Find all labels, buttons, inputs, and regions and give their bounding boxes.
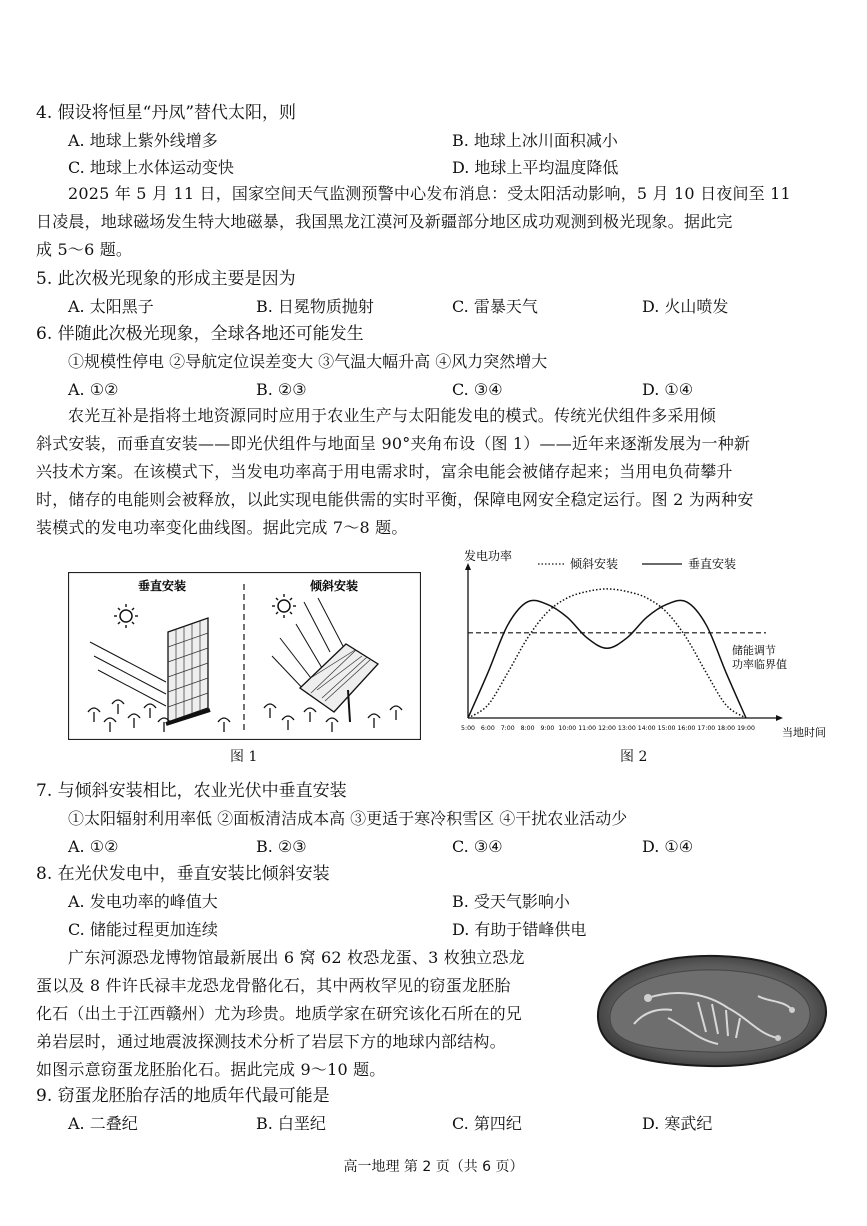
figure-1-caption: 图 1 (230, 749, 258, 765)
q6-stem: 6. 伴随此次极光现象，全球各地还可能发生 (36, 324, 364, 344)
x-tick-label: 10:00 (558, 725, 577, 732)
figure-2-svg (456, 546, 832, 742)
q6-option-c: C. ③④ (452, 380, 503, 399)
q7-stem: 7. 与倾斜安装相比，农业光伏中垂直安装 (36, 781, 347, 801)
q7-items: ①太阳辐射利用率低 ②面板清洁成本高 ③更适于寒冷积雪区 ④干扰农业活动少 (68, 809, 628, 828)
passage-line: 广东河源恐龙博物馆最新展出 6 窝 62 枚恐龙蛋、3 枚独立恐龙 (68, 948, 525, 967)
passage-aurora (36, 180, 831, 264)
legend-vert-label: 垂直安装 (688, 557, 737, 571)
x-tick-label: 13:00 (617, 725, 636, 732)
q8-option-d: D. 有助于错峰供电 (452, 920, 587, 939)
passage-line: 蛋以及 8 件许氏禄丰龙恐龙骨骼化石，其中两枚罕见的窃蛋龙胚胎 (36, 976, 511, 995)
q4-option-b: B. 地球上冰川面积减小 (452, 131, 618, 150)
vertical-solar-panel (166, 618, 210, 724)
passage-line: 农光互补是指将土地资源同时应用于农业生产与太阳能发电的模式。传统光伏组件多采用倾 (68, 406, 717, 425)
q6-items: ①规模性停电 ②导航定位误差变大 ③气温大幅升高 ④风力突然增大 (68, 352, 548, 371)
chart-ylabel: 发电功率 (464, 549, 513, 563)
passage-line: 弟岩层时，通过地震波探测技术分析了岩层下方的地球内部结构。 (36, 1032, 506, 1051)
threshold-label-1: 储能调节 (732, 644, 776, 657)
series-line-tilt (468, 589, 746, 718)
figure-2-power-chart (456, 546, 832, 742)
passage-line: 日凌晨，地球磁场发生特大地磁暴，我国黑龙江漠河及新疆部分地区成功观测到极光现象。据此完 (36, 212, 733, 231)
threshold-label-2: 功率临界值 (732, 658, 787, 671)
q7-option-a: A. ①② (68, 837, 119, 856)
q8-stem: 8. 在光伏发电中，垂直安装比倾斜安装 (36, 864, 330, 884)
x-tick-label: 16:00 (677, 725, 696, 732)
passage-line: 兴技术方案。在该模式下，当发电功率高于用电需求时，富余电能会被储存起来；当用电负荷攀升 (36, 462, 733, 481)
q7-option-b: B. ②③ (256, 837, 307, 856)
q9-option-a: A. 二叠纪 (68, 1114, 138, 1133)
q5-option-d: D. 火山喷发 (642, 297, 729, 316)
passage-line: 2025 年 5 月 11 日，国家空间天气监测预警中心发布消息：受太阳活动影响，5 月 10 日夜间至 11 (68, 184, 791, 203)
x-tick-label: 6:00 (480, 725, 495, 732)
x-tick-label: 5:00 (461, 725, 475, 732)
q4-option-a: A. 地球上紫外线增多 (68, 131, 218, 150)
q5-stem: 5. 此次极光现象的形成主要是因为 (36, 269, 296, 289)
passage-line: 化石（出土于江西赣州）尤为珍贵。地质学家在研究该化石所在的兄 (36, 1004, 523, 1023)
q9-option-d: D. 寒武纪 (642, 1114, 713, 1133)
fossil-svg (588, 948, 834, 1074)
y-axis-arrow-icon (465, 563, 471, 570)
x-axis-arrow-icon (776, 715, 783, 721)
x-tick-label: 19:00 (737, 725, 755, 732)
q4-option-c: C. 地球上水体运动变快 (68, 158, 234, 177)
x-tick-label: 15:00 (657, 725, 676, 732)
figure-1-installation-diagram (68, 572, 421, 740)
chart-xlabel: 当地时间 (782, 726, 826, 739)
oviraptor-embryo-fossil-image (588, 948, 834, 1074)
q6-option-b: B. ②③ (256, 380, 307, 399)
q9-option-b: B. 白垩纪 (256, 1114, 326, 1133)
q8-option-a: A. 发电功率的峰值大 (68, 892, 218, 911)
legend-tilt-label: 倾斜安装 (570, 557, 619, 571)
passage-line: 成 5～6 题。 (36, 240, 133, 259)
passage-line: 时，储存的电能则会被释放，以此实现电能供需的实时平衡，保障电网安全稳定运行。图 2 为两种安 (36, 490, 754, 509)
x-tick-label: 7:00 (500, 725, 515, 732)
page-footer: 高一地理 第 2 页（共 6 页） (343, 1159, 524, 1175)
passage-dinosaur (36, 944, 576, 1084)
passage-line: 装模式的发电功率变化曲线图。据此完成 7～8 题。 (36, 518, 408, 537)
x-tick-label: 9:00 (540, 725, 555, 732)
figure-2-caption: 图 2 (620, 749, 648, 765)
q6-option-d: D. ①④ (642, 380, 694, 399)
x-tick-label: 17:00 (697, 725, 716, 732)
x-tick-label: 12:00 (598, 725, 616, 732)
q6-option-a: A. ①② (68, 380, 119, 399)
q5-option-a: A. 太阳黑子 (68, 297, 154, 316)
figure-1-right-title: 倾斜安装 (309, 579, 359, 593)
q4-option-d: D. 地球上平均温度降低 (452, 158, 619, 177)
x-tick-label: 14:00 (637, 725, 656, 732)
passage-line: 如图示意窃蛋龙胚胎化石。据此完成 9～10 题。 (36, 1060, 386, 1079)
q8-option-b: B. 受天气影响小 (452, 892, 570, 911)
passage-line: 斜式安装，而垂直安装——即光伏组件与地面呈 90°夹角布设（图 1）——近年来逐渐发展为一种新 (36, 434, 751, 453)
figure-1-svg (68, 572, 421, 740)
series-line-vertical (468, 600, 746, 718)
q4-stem: 4. 假设将恒星“丹凤”替代太阳，则 (36, 103, 297, 123)
x-tick-label: 11:00 (578, 725, 597, 732)
q7-option-d: D. ①④ (642, 837, 694, 856)
q5-option-b: B. 日冕物质抛射 (256, 297, 374, 316)
passage-agrivoltaic (36, 402, 831, 542)
q5-option-c: C. 雷暴天气 (452, 297, 538, 316)
q9-option-c: C. 第四纪 (452, 1114, 522, 1133)
x-tick-label: 8:00 (520, 725, 535, 732)
x-tick-label: 18:00 (717, 725, 736, 732)
q9-stem: 9. 窃蛋龙胚胎存活的地质年代最可能是 (36, 1086, 330, 1106)
q8-option-c: C. 储能过程更加连续 (68, 920, 218, 939)
q7-option-c: C. ③④ (452, 837, 503, 856)
figure-1-left-title: 垂直安装 (137, 579, 187, 593)
